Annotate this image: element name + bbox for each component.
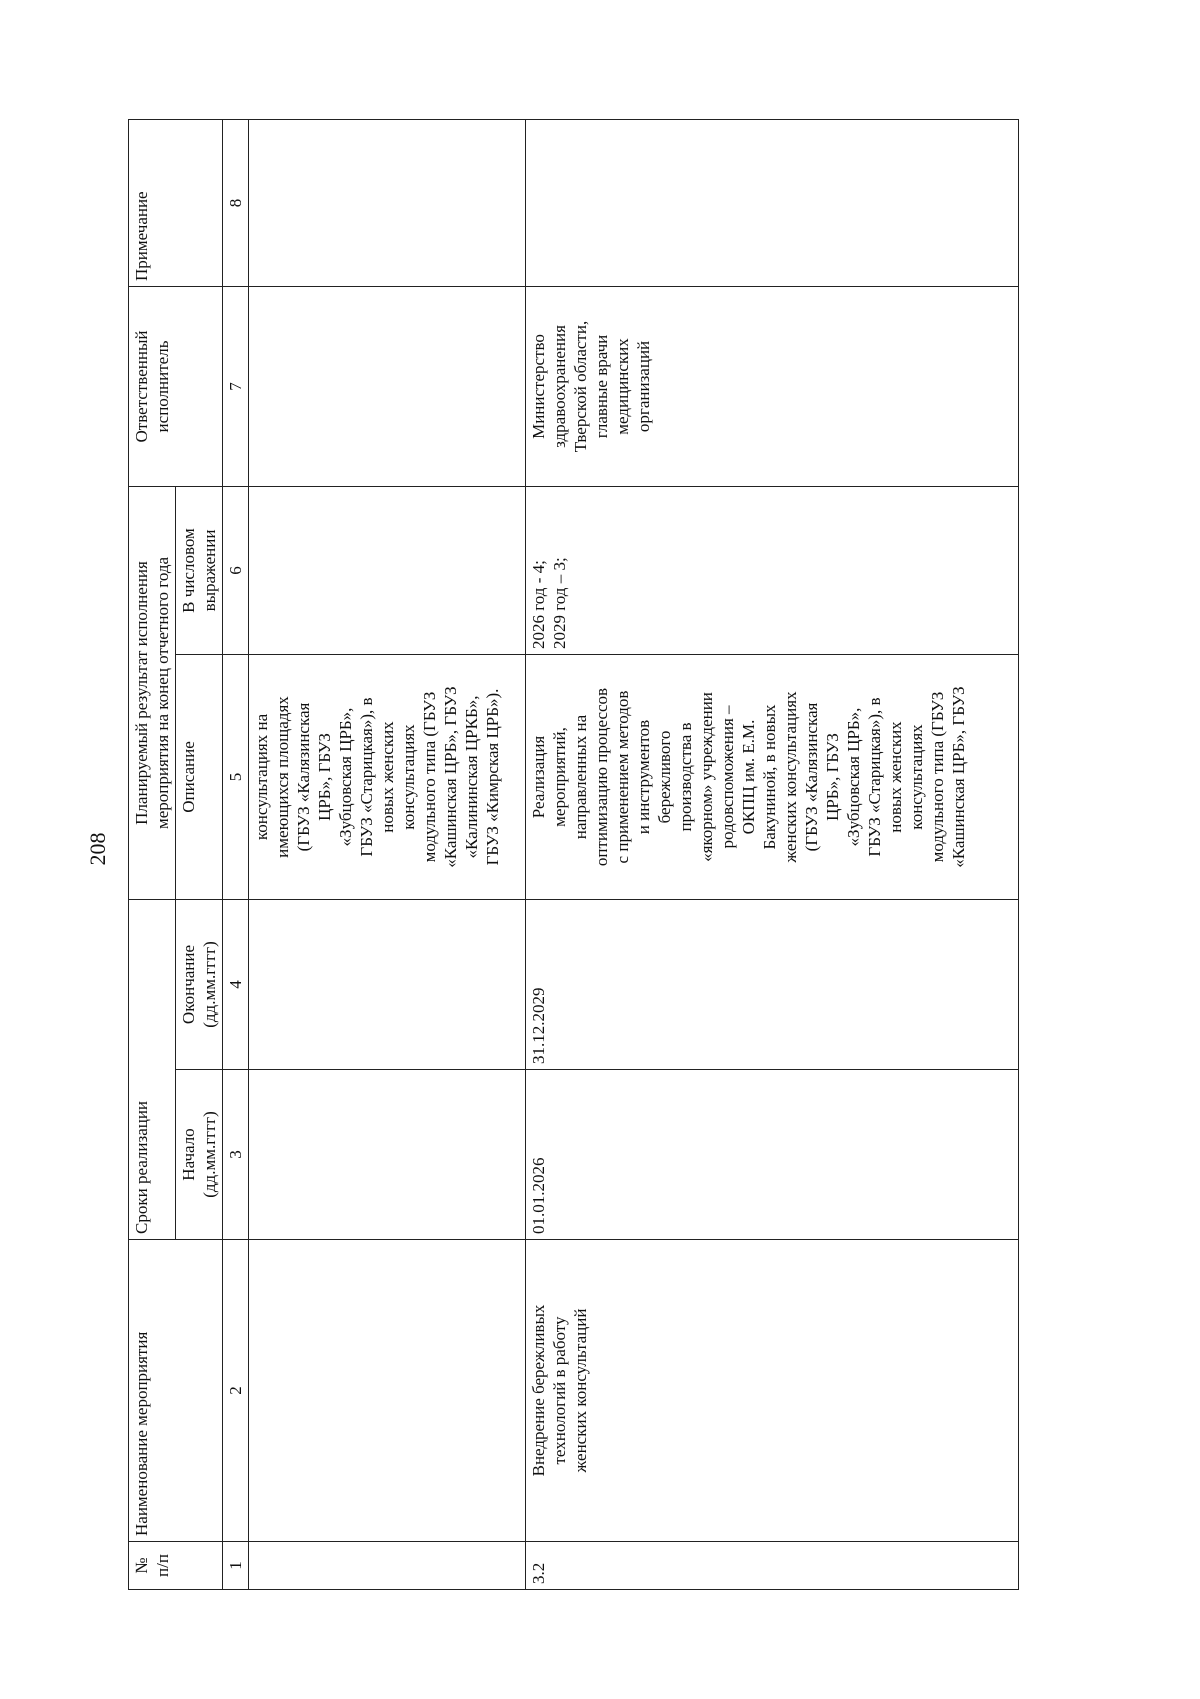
- rotated-page-content: [128, 120, 968, 1590]
- cell-responsible: Министерство здравоохранения Тверской области, главные врачи медицинских организаций: [526, 286, 1019, 486]
- cell-start-date: [249, 1070, 526, 1240]
- table-row-continuation: [249, 119, 526, 1589]
- table-row-3-2: [526, 119, 1019, 1589]
- cell-note: [526, 119, 1019, 286]
- cell-number: 3.2: [526, 1542, 1019, 1590]
- page-number: 208: [85, 832, 110, 866]
- cell-numeric-value: [249, 486, 526, 654]
- cell-end-date: [249, 900, 526, 1070]
- cell-note: [249, 119, 526, 286]
- cell-number: [249, 1542, 526, 1590]
- activities-table: [128, 119, 1019, 1590]
- column-numbers-row: [223, 119, 249, 1589]
- cell-end-date: 31.12.2029: [526, 900, 1019, 1070]
- cell-description: Реализация мероприятий, направленных на оптимизацию процессов с применением методов и инструментов бережливого производства в «якорном» учреждении родовспоможения – ОКПЦ им. Е.М. Бакуниной, в новых женских консультациях (ГБУЗ «Калязинская ЦРБ», ГБУЗ «Зубцовская ЦРБ», ГБУЗ «Старицкая»), в новых женских консультациях модульного типа (ГБУЗ «Кашинская ЦРБ», ГБУЗ: [526, 655, 1019, 900]
- column-number: 6: [223, 486, 249, 654]
- cell-numeric-value: 2026 год - 4; 2029 год – 3;: [526, 486, 1019, 654]
- header-implementation-terms: Сроки реализации: [129, 900, 176, 1240]
- header-planned-result: Планируемый результат исполнения мероприятия на конец отчетного года: [129, 486, 176, 899]
- column-number: 3: [223, 1070, 249, 1240]
- column-number: 2: [223, 1240, 249, 1542]
- cell-activity-name: [249, 1240, 526, 1542]
- column-number: 7: [223, 286, 249, 486]
- cell-responsible: [249, 286, 526, 486]
- cell-start-date: 01.01.2026: [526, 1070, 1019, 1240]
- header-numeric-value: В числовом выражении: [176, 486, 223, 654]
- column-number: 5: [223, 655, 249, 900]
- cell-activity-name: Внедрение бережливых технологий в работу женских консультаций: [526, 1240, 1019, 1542]
- header-note: Примечание: [129, 119, 223, 286]
- column-number: 1: [223, 1542, 249, 1590]
- column-number: 8: [223, 119, 249, 286]
- header-end-date: Окончание (дд.мм.гггг): [176, 900, 223, 1070]
- header-responsible: Ответственный исполнитель: [129, 286, 223, 486]
- cell-description: консультациях на имеющихся площадях (ГБУЗ «Калязинская ЦРБ», ГБУЗ «Зубцовская ЦРБ», ГБУЗ «Старицкая»), в новых женских консультациях модульного типа (ГБУЗ «Кашинская ЦРБ», ГБУЗ «Калининская ЦРКБ», ГБУЗ «Кимрская ЦРБ»).: [249, 655, 526, 900]
- header-number: № п/п: [129, 1542, 223, 1590]
- header-activity-name: Наименование мероприятия: [129, 1240, 223, 1542]
- header-description: Описание: [176, 655, 223, 900]
- column-number: 4: [223, 900, 249, 1070]
- header-start-date: Начало (дд.мм.гггг): [176, 1070, 223, 1240]
